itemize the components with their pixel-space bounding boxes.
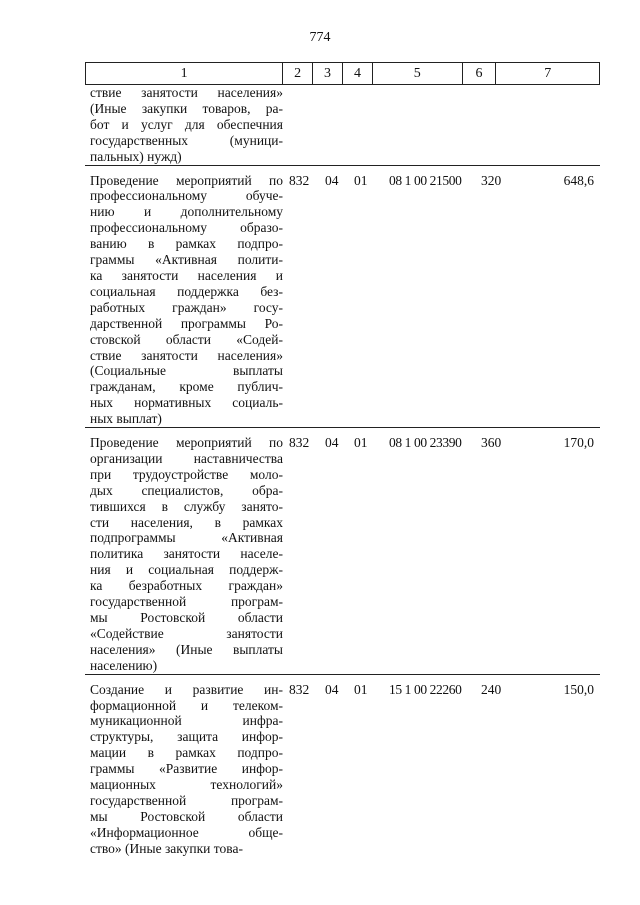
header-col-3: 3	[312, 63, 342, 84]
description-line: мации в рамках подпро-	[90, 745, 283, 761]
target-article-code: 08 1 00 23390	[389, 435, 462, 451]
description-line: политика занятости населе-	[90, 546, 283, 562]
description-line: стовской области «Содей-	[90, 331, 283, 347]
description-line: мы Ростовской области	[90, 808, 283, 824]
section-code: 04	[325, 172, 339, 188]
ministry-code: 832	[289, 172, 310, 188]
target-article-code: 15 1 00 22260	[389, 681, 462, 697]
description-line: организации наставничества	[90, 450, 283, 466]
row-description	[85, 435, 283, 674]
description-line: муникационной инфра-	[90, 713, 283, 729]
description-line: населению)	[90, 657, 158, 673]
header-col-6: 6	[462, 63, 496, 84]
description-line: бот и услуг для обеспечния	[90, 116, 283, 132]
description-line: ка безработных граждан»	[90, 578, 283, 594]
description-line: Проведение мероприятий по	[90, 172, 283, 188]
description-line: мы Ростовской области	[90, 610, 283, 625]
description-line: граммы «Развитие инфор-	[90, 761, 283, 777]
description-line: (Социальные выплаты	[90, 363, 283, 379]
header-col-4: 4	[342, 63, 372, 84]
amount: 150,0	[563, 681, 594, 697]
description-line: государственной програм-	[90, 594, 283, 610]
description-line: граммы «Активная полити-	[90, 252, 283, 268]
description-line: сти населения, в рамках	[90, 514, 283, 530]
description-line: Проведение мероприятий по	[90, 435, 283, 451]
header-col-2: 2	[282, 63, 312, 84]
description-line: Создание и развитие ин-	[90, 681, 283, 697]
header-col-1: 1	[180, 66, 188, 81]
header-col-5: 5	[372, 63, 462, 84]
description-line: формационной и телеком-	[90, 697, 283, 713]
description-line: государственных (муници-	[90, 132, 283, 148]
row-description	[85, 85, 283, 165]
budget-table-body	[85, 85, 600, 857]
description-line: ных нормативных социаль-	[90, 395, 283, 411]
description-line: ка занятости населения и	[90, 267, 283, 283]
description-line: «Информационное обще-	[90, 824, 283, 840]
description-line: социальная поддержка без-	[90, 283, 283, 299]
row-description	[85, 173, 283, 428]
description-line: государственной програм-	[90, 792, 283, 808]
expense-type-code: 240	[481, 681, 502, 697]
ministry-code: 832	[289, 681, 310, 697]
description-line: ствие занятости населения»	[90, 85, 283, 100]
description-line: ния и социальная поддерж-	[90, 562, 283, 578]
description-line: нию и дополнительному	[90, 204, 283, 220]
page-number: 774	[309, 30, 331, 45]
description-line: тившихся в службу занято-	[90, 498, 283, 514]
expense-type-code: 360	[481, 435, 502, 451]
row-description	[85, 682, 283, 857]
table-row	[85, 165, 600, 428]
description-line: профессиональному обуче-	[90, 188, 283, 204]
subsection-code: 01	[354, 172, 368, 188]
section-code: 04	[325, 681, 339, 697]
table-row	[85, 85, 600, 165]
description-line: (Иные закупки товаров, ра-	[90, 100, 283, 116]
table-header	[85, 62, 600, 85]
amount: 648,6	[563, 172, 594, 188]
description-line: дарственной программы Ро-	[90, 315, 283, 331]
description-line: подпрограммы «Активная	[90, 530, 283, 546]
description-line: профессиональному образо-	[90, 220, 283, 236]
description-line: мационных технологий»	[90, 777, 283, 793]
section-code: 04	[325, 435, 339, 451]
description-line: ство» (Иные закупки това-	[90, 840, 243, 856]
subsection-code: 01	[354, 681, 368, 697]
description-line: «Содействие занятости	[90, 625, 283, 641]
description-line: ванию в рамках подпро-	[90, 236, 283, 252]
amount: 170,0	[563, 435, 594, 451]
ministry-code: 832	[289, 435, 310, 451]
description-line: гражданам, кроме публич-	[90, 379, 283, 395]
description-line: пальных) нужд)	[90, 148, 182, 164]
target-article-code: 08 1 00 21500	[389, 172, 462, 188]
description-line: при трудоустройстве моло-	[90, 466, 283, 482]
description-line: ных выплат)	[90, 411, 162, 427]
description-line: дых специалистов, обра-	[90, 482, 283, 498]
description-line: структуры, защита инфор-	[90, 729, 283, 745]
subsection-code: 01	[354, 435, 368, 451]
header-col-7: 7	[495, 63, 599, 84]
description-line: ствие занятости населения»	[90, 347, 283, 363]
description-line: работных граждан» госу-	[90, 299, 283, 315]
table-row	[85, 427, 600, 674]
expense-type-code: 320	[481, 172, 502, 188]
table-row	[85, 674, 600, 857]
description-line: населения» (Иные выплаты	[90, 641, 283, 657]
